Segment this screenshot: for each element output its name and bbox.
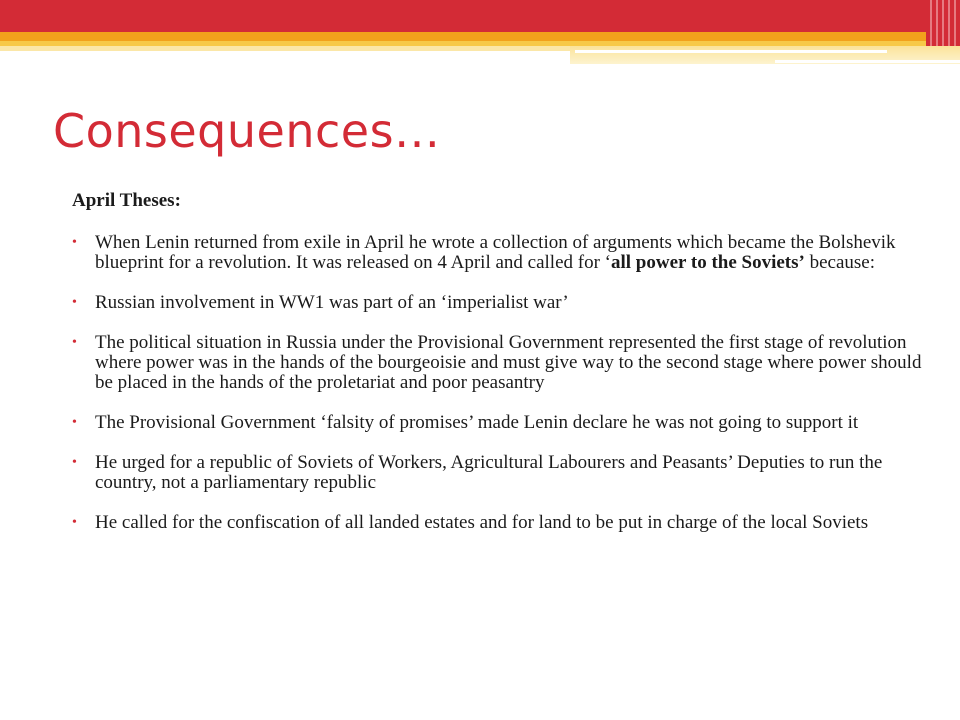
list-item bbox=[72, 293, 922, 313]
list-item-text: Russian involvement in WW1 was part of an ‘imperialist war’ bbox=[95, 292, 569, 313]
slide-title: Consequences… bbox=[53, 104, 441, 158]
header-accent-line bbox=[575, 50, 887, 53]
list-item-text: The political situation in Russia under the Provisional Government represented the first stage of revolution where power was in the hands of the bourgeoisie and must give way to the second stage where power should be placed in the hands of the proletariat and poor peasantry bbox=[95, 332, 922, 393]
header-band-pale bbox=[0, 46, 570, 51]
bullet-icon: • bbox=[72, 295, 77, 310]
list-item-text: He called for the confiscation of all landed estates and for land to be put in charge of the local Soviets bbox=[95, 512, 869, 533]
bullet-icon: • bbox=[72, 455, 77, 470]
bullet-list bbox=[72, 233, 922, 533]
slide-body bbox=[72, 191, 922, 553]
list-item bbox=[72, 233, 922, 273]
list-item bbox=[72, 413, 922, 433]
bullet-icon: • bbox=[72, 335, 77, 350]
header-accent-line-2 bbox=[775, 60, 960, 63]
list-item-text: The Provisional Government ‘falsity of promises’ made Lenin declare he was not going to support it bbox=[95, 412, 859, 433]
header-stripes bbox=[926, 0, 960, 46]
list-item-text-end: because: bbox=[804, 252, 876, 273]
bullet-icon: • bbox=[72, 235, 77, 250]
header-band-orange bbox=[0, 32, 960, 41]
list-item-text: He urged for a republic of Soviets of Workers, Agricultural Labourers and Peasants’ Deputies to run the country, not a parliamentary republic bbox=[95, 452, 883, 493]
header-band-red bbox=[0, 0, 960, 32]
bullet-icon: • bbox=[72, 515, 77, 530]
list-item bbox=[72, 333, 922, 393]
bullet-icon: • bbox=[72, 415, 77, 430]
section-heading: April Theses: bbox=[72, 190, 181, 211]
list-item bbox=[72, 453, 922, 493]
list-item bbox=[72, 513, 922, 533]
list-item-text: When Lenin returned from exile in April he wrote a collection of arguments which became the Bolshevik blueprint for a revolution. It was released on 4 April and called for ‘ bbox=[95, 232, 896, 273]
list-item-emphasis: all power to the Soviets’ bbox=[611, 252, 805, 273]
